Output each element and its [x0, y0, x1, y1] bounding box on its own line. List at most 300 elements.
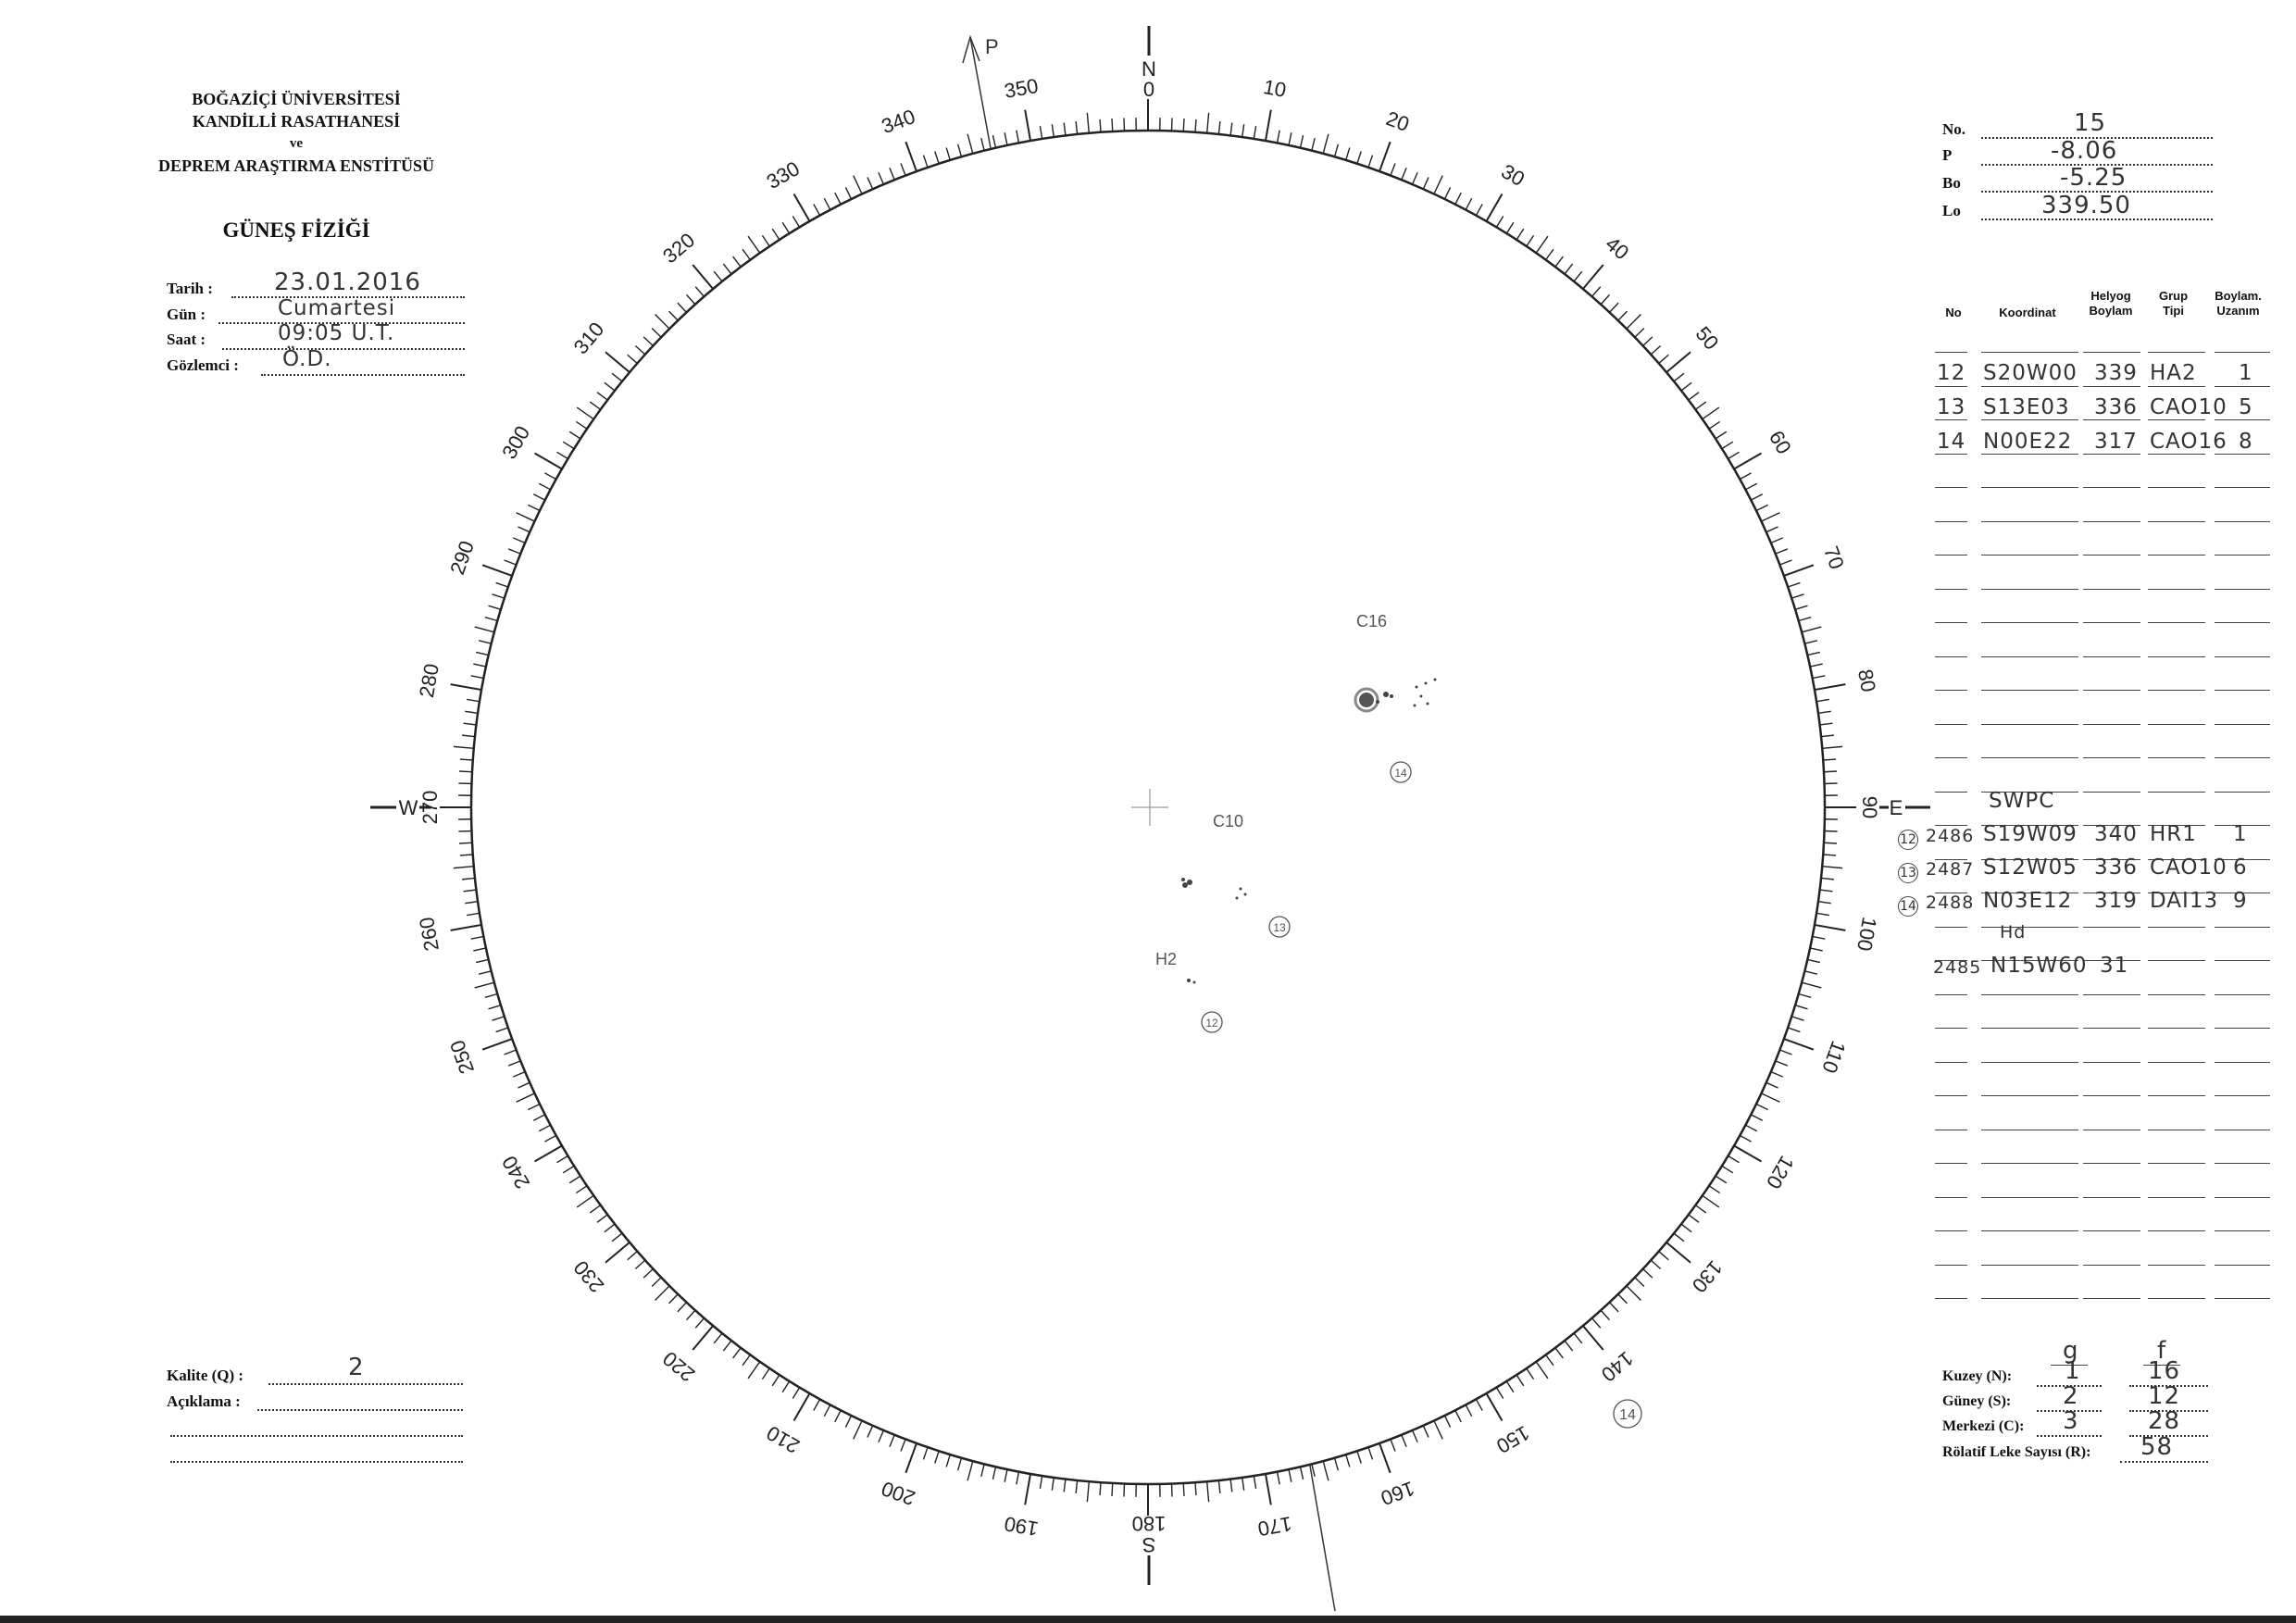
degree-tick: [890, 1435, 894, 1447]
degree-tick: [1583, 1326, 1603, 1350]
col-header-group-type: Grup Tipi: [2158, 289, 2189, 318]
degree-tick: [451, 925, 481, 930]
group-label-c10: C10: [1213, 812, 1244, 830]
degree-tick: [1776, 549, 1788, 554]
degree-label: 310: [568, 318, 609, 359]
degree-label: 80: [1853, 667, 1880, 694]
degree-tick: [508, 1061, 520, 1066]
swpc-type: DAI13: [2150, 889, 2219, 913]
p-label: P: [1942, 146, 1953, 164]
degree-tick: [1779, 1050, 1791, 1055]
degree-label: 130: [1687, 1255, 1728, 1297]
degree-tick: [772, 1375, 780, 1386]
degree-tick: [693, 265, 713, 289]
degree-tick: [544, 473, 555, 480]
degree-tick: [1795, 1005, 1807, 1009]
degree-tick: [1709, 421, 1720, 429]
sunspot: [1182, 882, 1188, 888]
degree-tick: [1546, 1355, 1554, 1365]
degree-tick: [792, 216, 799, 227]
swpc-ref: 13: [1898, 863, 1918, 883]
degree-tick: [1695, 1205, 1705, 1213]
degree-tick: [946, 148, 950, 160]
degree-tick: [513, 538, 525, 543]
degree-tick: [485, 993, 497, 997]
degree-tick: [1266, 110, 1271, 141]
degree-tick: [1434, 176, 1442, 194]
degree-tick: [1807, 959, 1820, 962]
south-g: 2: [2063, 1382, 2079, 1410]
north-g: 1: [2065, 1357, 2081, 1385]
south-180: 180: [1131, 1512, 1167, 1535]
sunspot: [1434, 679, 1437, 681]
degree-tick: [1618, 1294, 1628, 1304]
degree-tick: [628, 1252, 638, 1260]
degree-tick: [723, 1341, 731, 1351]
degree-tick: [1659, 355, 1669, 363]
center-label: Merkezi (C):: [1942, 1418, 2025, 1434]
degree-tick: [1254, 1476, 1255, 1489]
sunspot-group-13: [1181, 878, 1247, 900]
degree-tick: [1635, 328, 1644, 337]
degree-label: 290: [445, 537, 480, 578]
swpc-no: 2488: [1926, 893, 1975, 913]
degree-tick: [1064, 123, 1066, 136]
degree-tick: [1643, 1269, 1653, 1279]
quality-value: 2: [348, 1354, 365, 1381]
degree-tick: [1709, 1186, 1720, 1193]
degree-tick: [1821, 735, 1834, 736]
degree-label: 70: [1819, 543, 1849, 573]
degree-tick: [612, 1233, 622, 1242]
row-no: 13: [1937, 395, 1966, 419]
degree-tick: [1230, 1479, 1232, 1492]
degree-tick: [1802, 982, 1821, 988]
swpc-longitude: 340: [2094, 822, 2138, 846]
degree-tick: [1536, 1362, 1548, 1379]
degree-tick: [1674, 1233, 1684, 1242]
degree-tick: [473, 948, 486, 951]
degree-tick: [1823, 759, 1836, 760]
degree-tick: [1766, 1082, 1778, 1088]
degree-tick: [1423, 1426, 1429, 1438]
degree-tick: [1455, 193, 1461, 204]
center-g: 3: [2063, 1407, 2079, 1435]
sunspot: [1425, 682, 1428, 685]
degree-tick: [1716, 431, 1727, 439]
time-label: Saat :: [167, 331, 206, 348]
degree-tick: [1807, 652, 1820, 655]
swpc-longitude: 336: [2094, 855, 2138, 880]
degree-tick: [459, 771, 472, 772]
degree-label: 110: [1817, 1037, 1851, 1077]
degree-tick: [762, 1368, 769, 1380]
col-header-no: No: [1945, 306, 1962, 319]
group-label-c16: C16: [1356, 612, 1388, 630]
degree-tick: [1776, 1061, 1788, 1066]
degree-tick: [451, 684, 481, 690]
degree-tick: [1183, 119, 1184, 131]
north-zero: 0: [1142, 78, 1155, 101]
col-header-helio-longitude: Helyog Boylam: [2089, 289, 2133, 318]
south-f: 12: [2148, 1382, 2181, 1410]
sunspot: [1187, 979, 1191, 982]
degree-tick: [534, 454, 561, 469]
degree-tick: [1195, 1482, 1196, 1495]
degree-label: 10: [1261, 75, 1289, 102]
degree-tick: [643, 337, 653, 346]
degree-tick: [465, 711, 478, 713]
swpc-coordinate: S12W05: [1983, 855, 2078, 880]
group-label-h2: H2: [1155, 950, 1178, 968]
degree-tick: [1357, 151, 1361, 163]
degree-tick: [492, 1017, 504, 1020]
center-f: 28: [2148, 1407, 2181, 1435]
degree-tick: [1346, 1454, 1350, 1467]
degree-label: 160: [1378, 1476, 1418, 1510]
degree-tick: [479, 971, 492, 974]
sunspot: [1187, 880, 1192, 885]
degree-label: 350: [1002, 73, 1041, 103]
row-coordinate: N00E22: [1983, 430, 2073, 454]
degree-tick: [544, 1135, 555, 1142]
p-marker: P: [985, 35, 999, 58]
degree-tick: [605, 1224, 615, 1232]
degree-tick: [923, 156, 928, 168]
degree-tick: [879, 172, 883, 184]
degree-tick: [782, 1381, 789, 1392]
degree-tick: [901, 1439, 905, 1451]
observer-label: Gözlemci :: [167, 356, 239, 374]
degree-tick: [967, 134, 973, 154]
degree-tick: [946, 1454, 950, 1467]
degree-tick: [1527, 235, 1534, 246]
swpc-extent: 1: [2233, 822, 2248, 846]
degree-tick: [1025, 110, 1030, 141]
degree-tick: [967, 1461, 973, 1480]
degree-tick: [467, 913, 480, 915]
degree-tick: [1674, 373, 1684, 381]
degree-tick: [1516, 1375, 1524, 1386]
degree-tick: [748, 236, 760, 253]
degree-tick: [693, 1326, 713, 1350]
degree-tick: [454, 746, 474, 748]
degree-tick: [1017, 1472, 1019, 1485]
degree-tick: [1289, 132, 1292, 145]
swpc-coordinate: S19W09: [1983, 822, 2078, 846]
row-no: 12: [1937, 361, 1966, 385]
sunspot: [1359, 693, 1374, 707]
degree-label: 230: [568, 1255, 609, 1297]
swpc-extra-coordinate: N15W60: [1990, 954, 2088, 978]
degree-tick: [1804, 641, 1817, 643]
degree-tick: [1818, 711, 1831, 713]
page-title: GÜNEŞ FİZİĞİ: [222, 218, 370, 242]
sunspot: [1236, 897, 1239, 900]
degree-tick: [1822, 867, 1842, 868]
degree-tick: [1052, 1478, 1054, 1491]
degree-tick: [1740, 1135, 1751, 1142]
degree-tick: [845, 187, 851, 199]
degree-tick: [1627, 315, 1641, 330]
degree-tick: [471, 936, 484, 939]
degree-tick: [835, 1410, 841, 1421]
p-arrow-icon: [963, 37, 980, 63]
degree-tick: [1722, 442, 1733, 448]
degree-tick: [794, 1393, 810, 1420]
degree-tick: [1766, 527, 1778, 532]
degree-tick: [1476, 204, 1482, 215]
row-no: 14: [1937, 430, 1966, 454]
degree-tick: [733, 256, 741, 267]
degree-tick: [489, 1005, 501, 1009]
degree-tick: [1112, 1483, 1113, 1496]
sunspot: [1416, 686, 1418, 689]
degree-tick: [473, 664, 486, 667]
col-header-longitude-extent: Boylam. Uzanım: [2215, 289, 2262, 318]
degree-tick: [482, 565, 512, 576]
degree-label: 170: [1255, 1512, 1294, 1542]
degree-tick: [1703, 1195, 1719, 1207]
degree-tick: [1762, 1093, 1780, 1102]
degree-tick: [1064, 1479, 1066, 1492]
degree-tick: [1788, 582, 1800, 587]
degree-tick: [1601, 1310, 1609, 1319]
degree-tick: [1756, 1104, 1768, 1109]
degree-tick: [867, 177, 873, 189]
degree-tick: [1771, 1072, 1783, 1077]
degree-tick: [517, 1093, 535, 1102]
row-extent: 8: [2239, 430, 2253, 454]
degree-tick: [577, 407, 593, 419]
degree-label: 220: [658, 1346, 700, 1387]
degree-tick: [1728, 1155, 1740, 1162]
degree-tick: [1555, 1348, 1563, 1358]
degree-tick: [1788, 1028, 1800, 1032]
degree-tick: [1413, 172, 1417, 184]
degree-tick: [1391, 163, 1395, 175]
degree-tick: [879, 1430, 883, 1442]
degree-tick: [1813, 936, 1826, 939]
degree-label: 260: [414, 915, 443, 954]
degree-tick: [1312, 138, 1315, 151]
degree-tick: [1423, 177, 1429, 189]
degree-tick: [1207, 113, 1209, 133]
lo-label: Lo: [1942, 202, 1961, 219]
degree-tick: [935, 1451, 939, 1463]
degree-tick: [1565, 1341, 1573, 1351]
degree-tick: [569, 431, 580, 439]
degree-tick: [1536, 236, 1548, 253]
degree-tick: [1610, 1303, 1619, 1312]
row-longitude: 336: [2094, 395, 2138, 419]
degree-label: 200: [878, 1476, 918, 1510]
degree-tick: [1506, 222, 1513, 233]
degree-tick: [1592, 1318, 1601, 1329]
degree-tick: [923, 1447, 928, 1459]
degree-tick: [1379, 142, 1391, 171]
degree-tick: [854, 1421, 862, 1440]
swpc-no: 2487: [1926, 859, 1975, 880]
degree-tick: [1821, 878, 1834, 879]
degree-tick: [590, 402, 600, 409]
relative-count-value: 58: [2140, 1433, 2174, 1461]
degree-tick: [475, 982, 494, 988]
institution-line-3: ve: [289, 136, 304, 151]
degree-tick: [513, 1072, 525, 1077]
degree-tick: [1779, 560, 1791, 565]
degree-tick: [652, 328, 661, 337]
degree-tick: [1784, 565, 1814, 576]
degree-tick: [492, 594, 504, 598]
degree-tick: [518, 527, 530, 532]
observer-value: Ö.D.: [282, 347, 332, 371]
degree-tick: [1722, 1166, 1733, 1172]
degree-tick: [508, 549, 520, 554]
degree-tick: [643, 1269, 653, 1279]
degree-tick: [748, 1362, 760, 1379]
degree-tick: [1816, 699, 1829, 701]
row-extent: 5: [2239, 395, 2253, 419]
degree-tick: [577, 1195, 593, 1207]
degree-tick: [1802, 627, 1821, 632]
degree-tick: [1592, 287, 1601, 297]
swpc-coordinate: N03E12: [1983, 889, 2073, 913]
scan-edge: [0, 1616, 2296, 1623]
degree-tick: [1627, 1286, 1641, 1301]
degree-tick: [612, 373, 622, 381]
degree-tick: [1565, 264, 1573, 274]
degree-tick: [1601, 294, 1609, 304]
degree-tick: [1466, 1405, 1472, 1416]
degree-tick: [1716, 1176, 1727, 1183]
group-number-13: 13: [1273, 921, 1286, 934]
f-header: f: [2157, 1337, 2167, 1365]
swpc-ref: 12: [1898, 830, 1918, 850]
col-header-coordinate: Koordinat: [1999, 306, 2056, 319]
degree-tick: [479, 641, 492, 643]
degree-label: 50: [1691, 321, 1724, 355]
degree-tick: [714, 1333, 722, 1343]
degree-tick: [1689, 393, 1699, 400]
south-label: Güney (S):: [1942, 1393, 2012, 1409]
degree-tick: [1100, 1482, 1101, 1495]
degree-tick: [563, 442, 574, 448]
degree-tick: [569, 1176, 580, 1183]
degree-tick: [958, 144, 962, 156]
degree-label: 40: [1601, 231, 1634, 265]
degree-tick: [762, 235, 769, 246]
degree-tick: [1496, 1388, 1503, 1399]
degree-tick: [1076, 121, 1077, 134]
group-number-12: 12: [1205, 1017, 1218, 1030]
degree-tick: [1824, 771, 1837, 772]
degree-tick: [605, 1242, 630, 1263]
degree-tick: [981, 1464, 984, 1477]
north-letter: N: [1142, 57, 1156, 81]
sunspot: [1376, 700, 1379, 704]
degree-tick: [1357, 1451, 1361, 1463]
degree-tick: [563, 1166, 574, 1172]
degree-tick: [1756, 505, 1768, 510]
degree-tick: [1527, 1368, 1534, 1380]
day-value: Cumartesi: [278, 296, 396, 320]
degree-tick: [1651, 1260, 1660, 1268]
degree-tick: [1277, 131, 1279, 144]
degree-tick: [1207, 1481, 1209, 1502]
degree-tick: [772, 229, 780, 240]
degree-tick: [686, 1310, 694, 1319]
degree-tick: [475, 627, 494, 632]
degree-tick: [655, 1286, 670, 1301]
rotation-axis-line: [1310, 1466, 1335, 1611]
degree-tick: [1651, 345, 1660, 354]
degree-label: 120: [1761, 1152, 1799, 1193]
degree-tick: [1402, 1435, 1406, 1447]
degree-tick: [981, 138, 984, 151]
degree-tick: [835, 193, 841, 204]
degree-tick: [1820, 890, 1833, 892]
degree-tick: [867, 1426, 873, 1438]
degree-tick: [678, 303, 687, 312]
degree-tick: [1040, 1476, 1042, 1489]
degree-tick: [1230, 123, 1232, 136]
degree-tick: [1242, 1478, 1244, 1491]
degree-tick: [1810, 664, 1823, 667]
degree-tick: [723, 264, 731, 274]
north-label: Kuzey (N):: [1942, 1368, 2013, 1384]
degree-tick: [1681, 382, 1691, 391]
degree-tick: [1689, 1215, 1699, 1222]
bo-label: Bo: [1942, 174, 1961, 192]
degree-tick: [1546, 249, 1554, 259]
degree-tick: [460, 759, 473, 760]
degree-tick: [1413, 1430, 1417, 1442]
degree-tick: [1346, 148, 1350, 160]
sunspot: [1244, 893, 1247, 896]
degree-tick: [1822, 746, 1842, 748]
degree-tick: [742, 249, 750, 259]
degree-tick: [489, 606, 501, 609]
degree-tick: [901, 163, 905, 175]
degree-tick: [485, 618, 497, 621]
g-header: g: [2063, 1337, 2079, 1365]
degree-tick: [533, 494, 544, 500]
day-label: Gün :: [167, 306, 206, 323]
degree-tick: [1574, 271, 1582, 281]
degree-label: 320: [658, 228, 700, 268]
swpc-longitude: 319: [2094, 889, 2138, 913]
time-value: 09:05 U.T.: [278, 321, 395, 345]
west-270: 270: [418, 790, 442, 825]
date-value: 23.01.2016: [274, 268, 421, 296]
degree-label: 150: [1492, 1420, 1534, 1458]
degree-tick: [958, 1458, 962, 1470]
degree-tick: [476, 959, 489, 962]
degree-tick: [695, 1318, 704, 1329]
degree-tick: [905, 1443, 917, 1473]
sunspot: [1383, 692, 1389, 697]
degree-tick: [1734, 1146, 1761, 1162]
south-letter: S: [1142, 1533, 1156, 1556]
degree-tick: [1745, 483, 1756, 490]
degree-tick: [1516, 229, 1524, 240]
degree-tick: [652, 1278, 661, 1287]
swpc-type: HR1: [2150, 822, 2197, 846]
sunspot: [1420, 695, 1423, 698]
degree-tick: [905, 142, 917, 171]
degree-tick: [668, 1294, 678, 1304]
